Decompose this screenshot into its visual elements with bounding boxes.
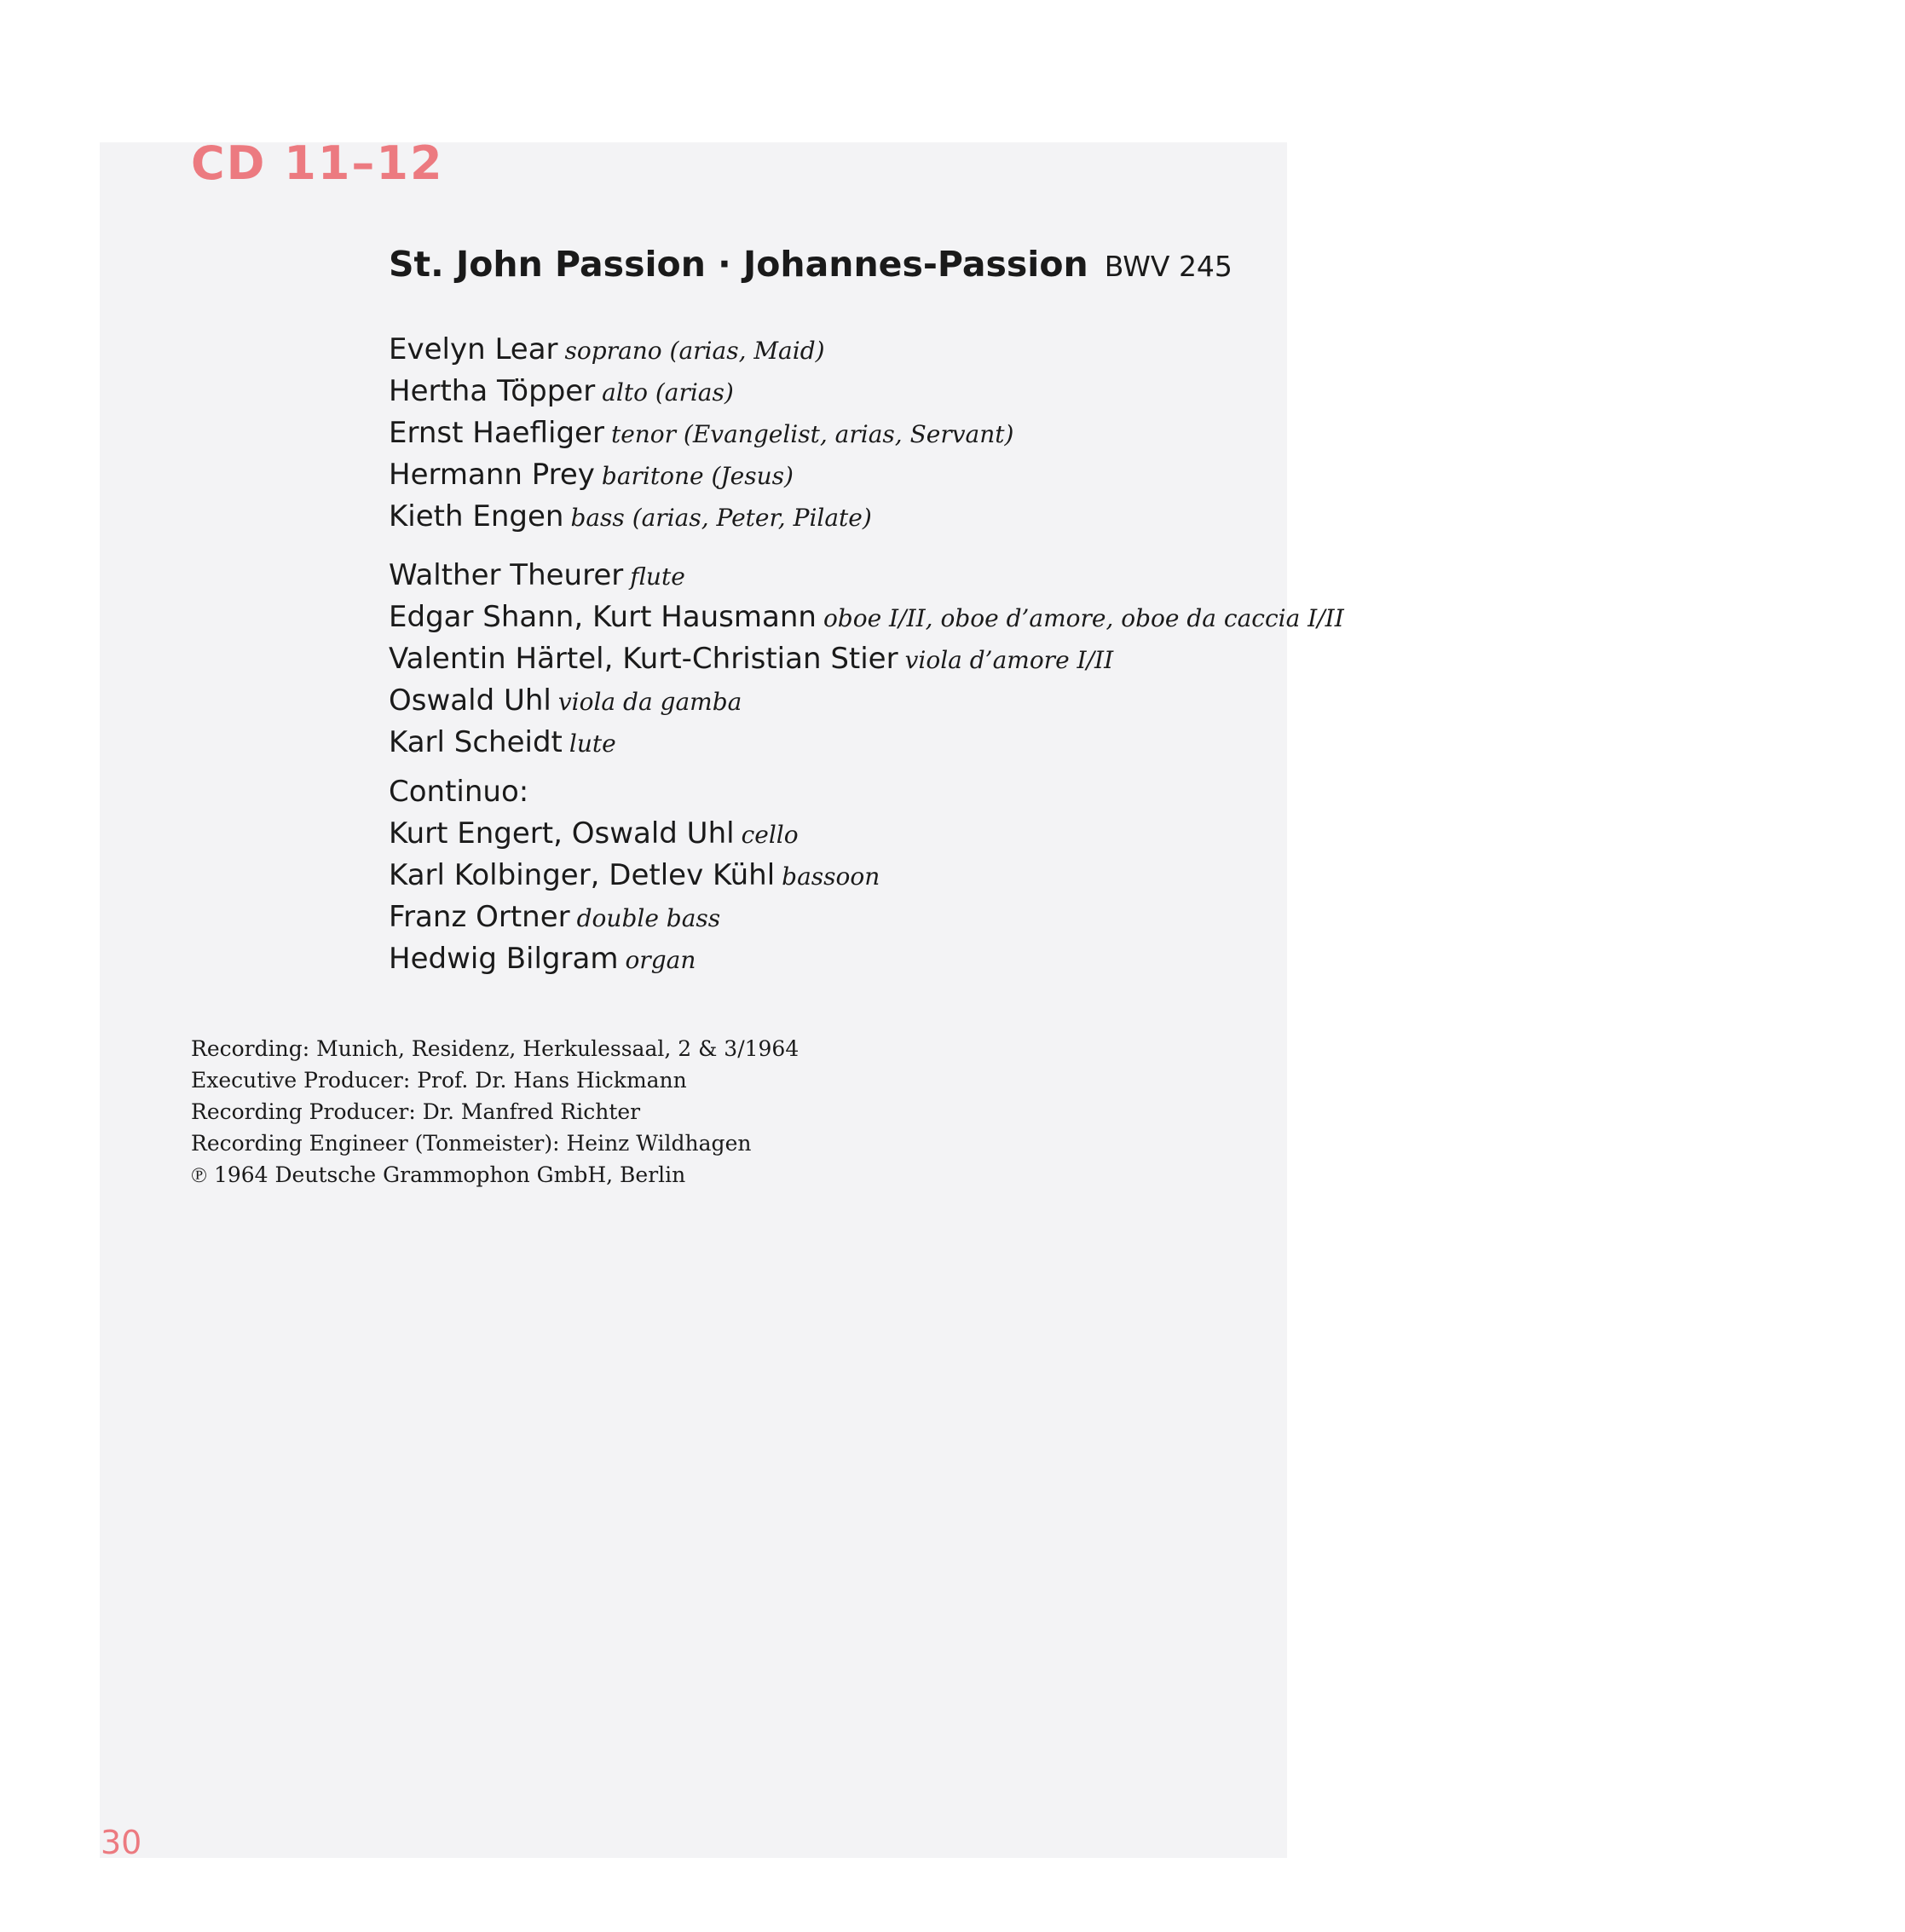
performer-role: baritone (Jesus): [601, 462, 794, 490]
performer-name: Walther Theurer: [389, 558, 624, 592]
continuo-heading: Continuo:: [389, 775, 529, 809]
credit-line: [389, 855, 1292, 897]
recording-info: [191, 1033, 799, 1191]
credit-line: [389, 813, 1292, 855]
performer-name: Edgar Shann, Kurt Hausmann: [389, 600, 817, 634]
performer-role: cello: [741, 821, 799, 849]
credit-line: [389, 555, 1292, 597]
credit-line: [389, 722, 1292, 764]
recording-producer: Recording Producer: Dr. Manfred Richter: [191, 1099, 641, 1124]
performer-role: bassoon: [782, 862, 880, 891]
performer-role: flute: [630, 562, 685, 591]
performer-role: alto (arias): [602, 378, 734, 407]
recording-engineer: Recording Engineer (Tonmeister): Heinz Wildhagen: [191, 1131, 752, 1156]
performer-role: tenor (Evangelist, arias, Servant): [610, 420, 1014, 448]
instrumentalists-list: [389, 555, 1344, 764]
performer-role: bass (arias, Peter, Pilate): [570, 504, 872, 532]
performer-role: soprano (arias, Maid): [564, 337, 825, 365]
recording-venue: Recording: Munich, Residenz, Herkulessaal, 2 & 3/1964: [191, 1036, 800, 1061]
performer-role: oboe I/II, oboe d’amore, oboe da caccia I/II: [823, 604, 1344, 632]
credit-line: [389, 329, 1292, 371]
credit-line: [389, 454, 1292, 496]
performer-name: Oswald Uhl: [389, 683, 551, 718]
credit-line: [389, 938, 1292, 980]
credit-line: [389, 371, 1292, 412]
performer-name: Kurt Engert, Oswald Uhl: [389, 816, 735, 851]
credit-line: [389, 496, 1292, 538]
copyright-notice: ℗ 1964 Deutsche Grammophon GmbH, Berlin: [191, 1162, 686, 1187]
credit-line: [389, 680, 1292, 722]
work-title-main: St. John Passion · Johannes-Passion: [389, 244, 1088, 285]
performer-role: viola da gamba: [557, 688, 742, 716]
credit-line: [389, 638, 1292, 680]
performer-role: lute: [569, 730, 616, 758]
page-number: 30: [101, 1824, 142, 1861]
performer-name: Karl Scheidt: [389, 725, 563, 759]
work-title: [389, 244, 1232, 285]
performer-role: viola d’amore I/II: [904, 646, 1114, 674]
performer-name: Hermann Prey: [389, 458, 595, 492]
bwv-number: BWV 245: [1104, 250, 1232, 283]
performer-name: Ernst Haefliger: [389, 416, 604, 450]
performer-name: Hedwig Bilgram: [389, 942, 619, 976]
performer-role: double bass: [576, 904, 721, 932]
performer-name: Evelyn Lear: [389, 332, 558, 366]
performer-name: Karl Kolbinger, Detlev Kühl: [389, 858, 776, 892]
executive-producer: Executive Producer: Prof. Dr. Hans Hickmann: [191, 1068, 687, 1093]
credit-line: [389, 897, 1292, 938]
performer-role: organ: [625, 946, 696, 974]
soloists-list: [389, 329, 1292, 538]
cd-label: CD 11–12: [191, 136, 444, 190]
performer-name: Kieth Engen: [389, 499, 564, 533]
performer-name: Hertha Töpper: [389, 374, 596, 408]
performer-name: Franz Ortner: [389, 900, 570, 934]
credit-line: [389, 412, 1292, 454]
performer-name: Valentin Härtel, Kurt-Christian Stier: [389, 642, 898, 676]
continuo-list: [389, 771, 1292, 980]
credit-line: [389, 597, 1344, 638]
